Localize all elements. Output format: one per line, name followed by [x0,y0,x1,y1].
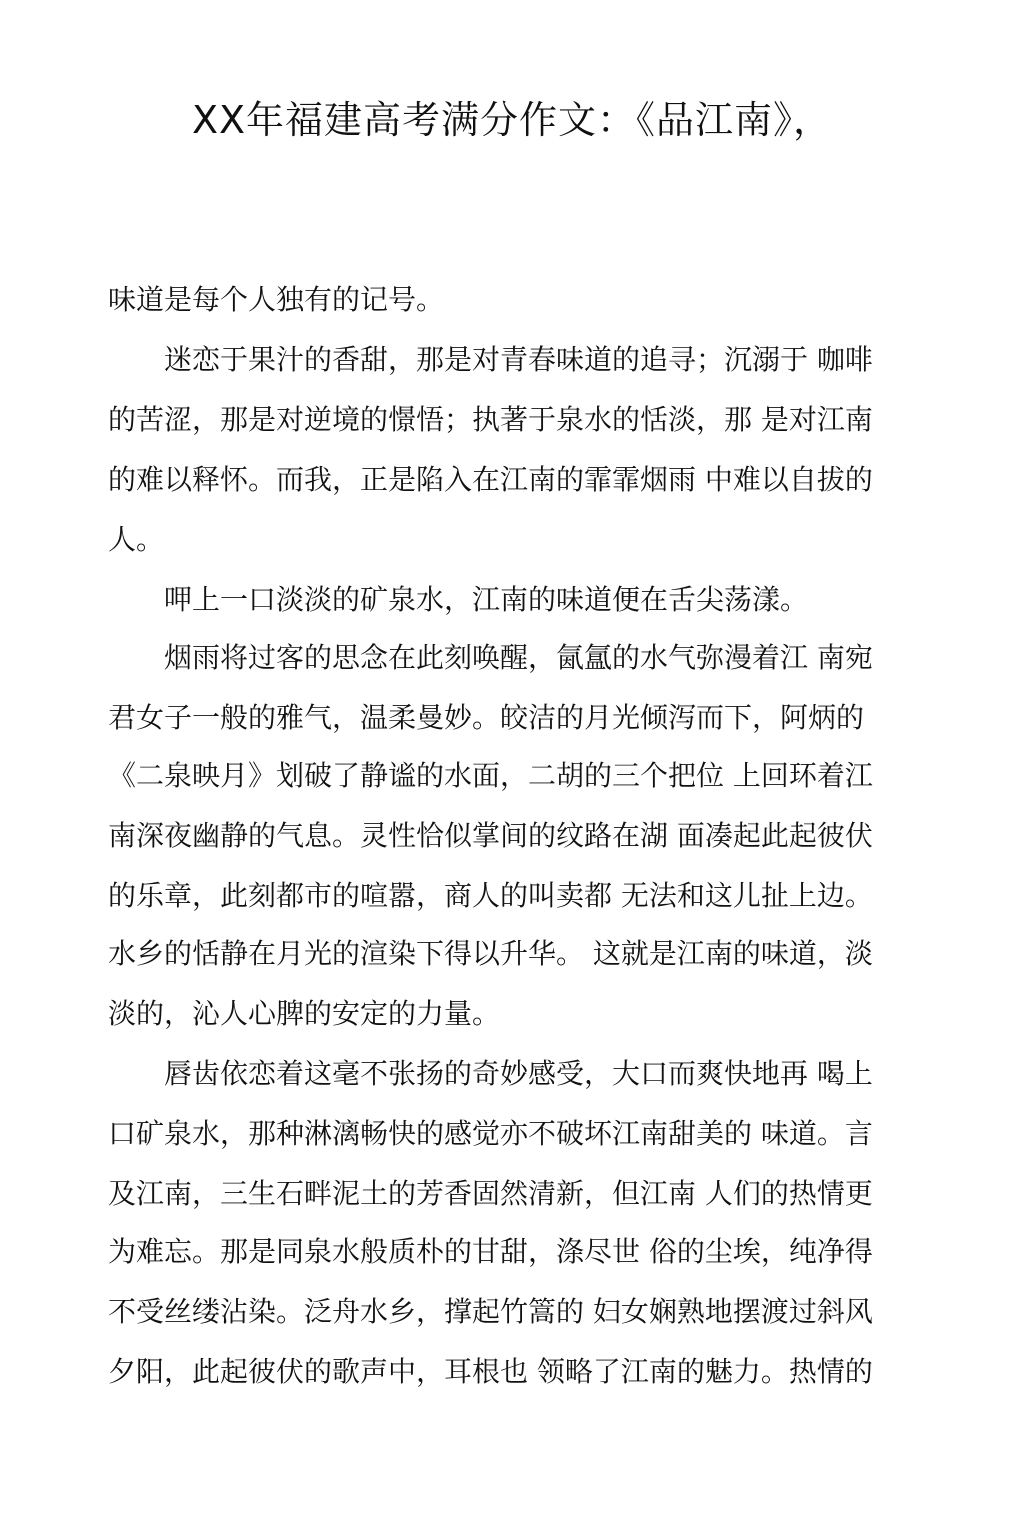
body-line: 的难以释怀。而我，正是陷入在江南的霏霏烟雨 中难以自拔的 [108,463,873,496]
body-line: 迷恋于果汁的香甜，那是对青春味道的追寻；沉溺于 咖啡 [108,343,873,376]
body-line: 为难忘。那是同泉水般质朴的甘甜，涤尽世 俗的尘埃，纯净得 [108,1235,873,1268]
body-line: 南深夜幽静的气息。灵性恰似掌间的纹路在湖 面凑起此起彼伏 [108,819,873,852]
body-line: 夕阳，此起彼伏的歌声中，耳根也 领略了江南的魅力。热情的 [108,1355,873,1388]
body-line: 的苦涩，那是对逆境的憬悟；执著于泉水的恬淡，那 是对江南 [108,403,873,436]
body-line: 水乡的恬静在月光的渲染下得以升华。 这就是江南的味道，淡 [108,937,873,970]
body-line: 味道是每个人独有的记号。 [108,283,445,316]
body-line: 君女子一般的雅气，温柔曼妙。皎洁的月光倾泻而下，阿炳的 [108,701,865,734]
body-line: 不受丝缕沾染。泛舟水乡，撑起竹篙的 妇女娴熟地摆渡过斜风 [108,1295,873,1328]
body-line: 及江南，三生石畔泥土的芳香固然清新，但江南 人们的热情更 [108,1177,873,1210]
body-line: 呷上一口淡淡的矿泉水，江南的味道便在舌尖荡漾。 [108,583,809,616]
body-line: 烟雨将过客的思念在此刻唤醒，氤氲的水气弥漫着江 南宛 [108,641,873,674]
body-line: 淡的，沁人心脾的安定的力量。 [108,997,501,1030]
document-title: XX年福建高考满分作文：《品江南》， [191,98,833,142]
body-line: 人。 [108,523,165,556]
body-line: 《二泉映月》划破了静谧的水面，二胡的三个把位 上回环着江 [108,759,873,792]
body-line: 唇齿依恋着这毫不张扬的奇妙感受，大口而爽快地再 喝上 [108,1057,873,1090]
body-line: 的乐章，此刻都市的喧嚣，商人的叫卖都 无法和这儿扯上边。 [108,879,873,912]
body-line: 口矿泉水，那种淋漓畅快的感觉亦不破坏江南甜美的 味道。言 [108,1117,873,1150]
